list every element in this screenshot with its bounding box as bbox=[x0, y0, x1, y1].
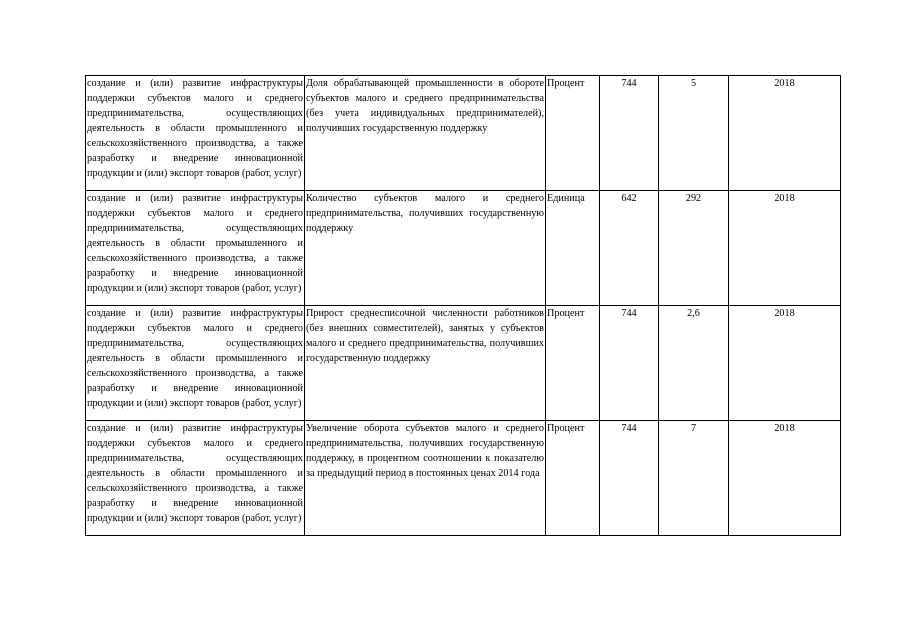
indicator-text: Доля обрабатывающей промышленности в обороте субъектов малого и среднего предпринимательства (без учета индивидуальных предпринимателей), получивших государственную поддержку bbox=[306, 78, 544, 134]
goal-cell bbox=[86, 76, 305, 191]
goal-cell bbox=[86, 191, 305, 306]
indicator-text: Увеличение оборота субъектов малого и среднего предпринимательства, получивших государственную поддержку, в процентном соотношении к показателю за предыдущий период в постоянных ценах 2014 года bbox=[306, 423, 544, 479]
year-cell: 2018 bbox=[729, 421, 841, 536]
table-row bbox=[86, 306, 841, 421]
table-row bbox=[86, 191, 841, 306]
indicator-cell bbox=[305, 306, 546, 421]
indicator-cell bbox=[305, 421, 546, 536]
indicator-cell bbox=[305, 191, 546, 306]
goal-cell bbox=[86, 306, 305, 421]
year-cell: 2018 bbox=[729, 191, 841, 306]
unit-cell: Процент bbox=[546, 76, 600, 191]
table-row bbox=[86, 421, 841, 536]
year-cell: 2018 bbox=[729, 76, 841, 191]
value-cell: 2,6 bbox=[659, 306, 729, 421]
table-row bbox=[86, 76, 841, 191]
goal-text: создание и (или) развитие инфраструктуры поддержки субъектов малого и среднего предпринимательства, осуществляющих деятельность в области промышленного и сельскохозяйственного производства, а также разработку и внедрение инновационной продукции и (или) экспорт товаров (работ, услуг) bbox=[87, 193, 303, 294]
unit-code-cell: 744 bbox=[600, 76, 659, 191]
indicator-text: Количество субъектов малого и среднего предпринимательства, получивших государственную поддержку bbox=[306, 193, 544, 234]
year-cell: 2018 bbox=[729, 306, 841, 421]
unit-code-cell: 744 bbox=[600, 306, 659, 421]
indicator-text: Прирост среднесписочной численности работников (без внешних совместителей), занятых у субъектов малого и среднего предпринимательства, получивших государственную поддержку bbox=[306, 308, 544, 364]
indicators-table bbox=[85, 75, 841, 536]
unit-cell: Процент bbox=[546, 421, 600, 536]
unit-cell: Процент bbox=[546, 306, 600, 421]
unit-code-cell: 744 bbox=[600, 421, 659, 536]
goal-cell bbox=[86, 421, 305, 536]
goal-text: создание и (или) развитие инфраструктуры поддержки субъектов малого и среднего предпринимательства, осуществляющих деятельность в области промышленного и сельскохозяйственного производства, а также разработку и внедрение инновационной продукции и (или) экспорт товаров (работ, услуг) bbox=[87, 423, 303, 524]
goal-text: создание и (или) развитие инфраструктуры поддержки субъектов малого и среднего предпринимательства, осуществляющих деятельность в области промышленного и сельскохозяйственного производства, а также разработку и внедрение инновационной продукции и (или) экспорт товаров (работ, услуг) bbox=[87, 308, 303, 409]
value-cell: 292 bbox=[659, 191, 729, 306]
value-cell: 7 bbox=[659, 421, 729, 536]
unit-code-cell: 642 bbox=[600, 191, 659, 306]
unit-cell: Единица bbox=[546, 191, 600, 306]
indicator-cell bbox=[305, 76, 546, 191]
goal-text: создание и (или) развитие инфраструктуры поддержки субъектов малого и среднего предпринимательства, осуществляющих деятельность в области промышленного и сельскохозяйственного производства, а также разработку и внедрение инновационной продукции и (или) экспорт товаров (работ, услуг) bbox=[87, 78, 303, 179]
value-cell: 5 bbox=[659, 76, 729, 191]
